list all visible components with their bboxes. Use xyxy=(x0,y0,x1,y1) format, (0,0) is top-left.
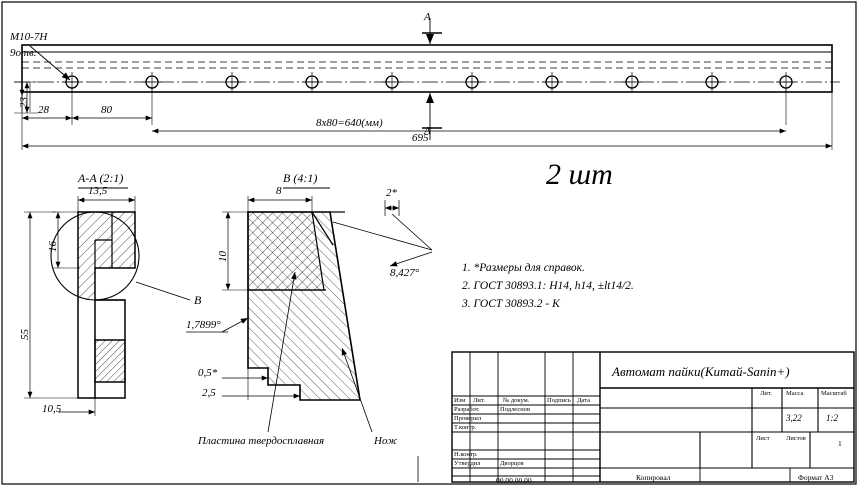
tb-kopiroval: Копировал xyxy=(636,473,671,482)
label-9-holes: 9отв. xyxy=(10,47,37,59)
dim-label-23: 23 xyxy=(18,97,30,108)
tb-header-podpis: Подпись xyxy=(547,397,571,404)
detail-mark-b: B xyxy=(194,293,202,307)
section-label-a-bottom: A xyxy=(424,125,431,137)
dim-label-total: 695 xyxy=(412,132,429,144)
top-view-bar xyxy=(14,45,840,92)
dim-label-8: 8 xyxy=(276,185,282,197)
tb-header-ndokum: № докум. xyxy=(503,397,530,404)
tb-name-5: Дворцов xyxy=(500,460,524,467)
dim-label-80: 80 xyxy=(101,104,112,116)
section-aa-view xyxy=(24,185,190,416)
dim-label-2-star: 2* xyxy=(386,187,397,199)
tb-role-5: Утвердил xyxy=(454,460,481,467)
dim-label-2-5: 2,5 xyxy=(202,387,216,399)
angle-label-8-427: 8,427° xyxy=(390,267,420,279)
tb-header-lit-right: Лит. xyxy=(760,390,772,397)
technical-notes xyxy=(462,260,634,313)
dim-label-55: 55 xyxy=(19,329,31,340)
label-knife: Нож xyxy=(374,435,398,447)
label-thread-m10: M10-7H xyxy=(10,31,48,43)
tb-role-4: Н.контр. xyxy=(454,451,478,458)
tb-masshtab-value: 1:2 xyxy=(826,413,838,423)
tb-header-data: Дата xyxy=(577,397,590,404)
title-block-product-title: Автомат пайки(Китай-Sanin+) xyxy=(612,364,790,379)
tb-listov-label: Листов xyxy=(786,435,806,442)
tb-listov-value: 1 xyxy=(838,439,842,448)
tb-header-masshtab: Масштаб xyxy=(821,390,847,397)
dim-label-pitch: 8x80=640(мм) xyxy=(316,117,383,129)
dim-label-28: 28 xyxy=(38,104,49,116)
section-aa-caption: A-A (2:1) xyxy=(78,171,124,185)
handwritten-quantity-note: 2 шт xyxy=(546,158,613,191)
tb-name-0: Подлеснов xyxy=(500,406,531,413)
dim-label-16: 16 xyxy=(47,241,59,252)
tb-header-izm: Изм xyxy=(454,397,466,404)
note-line-3: 3. ГОСТ 30893.2 - К xyxy=(462,297,560,310)
tb-role-1: Проверил xyxy=(454,415,482,422)
tb-header-massa: Масса xyxy=(786,390,804,397)
label-carbide-plate: Пластина твердосплавная xyxy=(198,435,325,447)
title-block-doc-number: 00.00.00.00 xyxy=(496,476,532,485)
detail-b-caption: B (4:1) xyxy=(283,171,318,185)
dim-label-10-5: 10,5 xyxy=(42,403,62,415)
detail-b-view xyxy=(186,185,432,447)
dim-label-0-5-star: 0,5* xyxy=(198,367,218,379)
dim-label-10: 10 xyxy=(217,251,229,262)
tb-list-label: Лист xyxy=(756,435,770,442)
section-label-a-top: A xyxy=(424,11,431,23)
tb-role-0: Разработ. xyxy=(454,406,480,413)
note-line-2: 2. ГОСТ 30893.1: H14, h14, ±lt14/2. xyxy=(462,279,634,292)
tb-massa-value: 3,22 xyxy=(786,413,802,423)
tb-role-2: Т.контр. xyxy=(454,424,477,431)
dim-label-1-7899: 1,7899° xyxy=(186,319,221,331)
dim-label-13-5: 13,5 xyxy=(88,185,108,197)
tb-format: Формат А3 xyxy=(798,473,834,482)
note-line-1: 1. *Размеры для справок. xyxy=(462,262,585,274)
tb-header-lit: Лит. xyxy=(473,397,485,404)
